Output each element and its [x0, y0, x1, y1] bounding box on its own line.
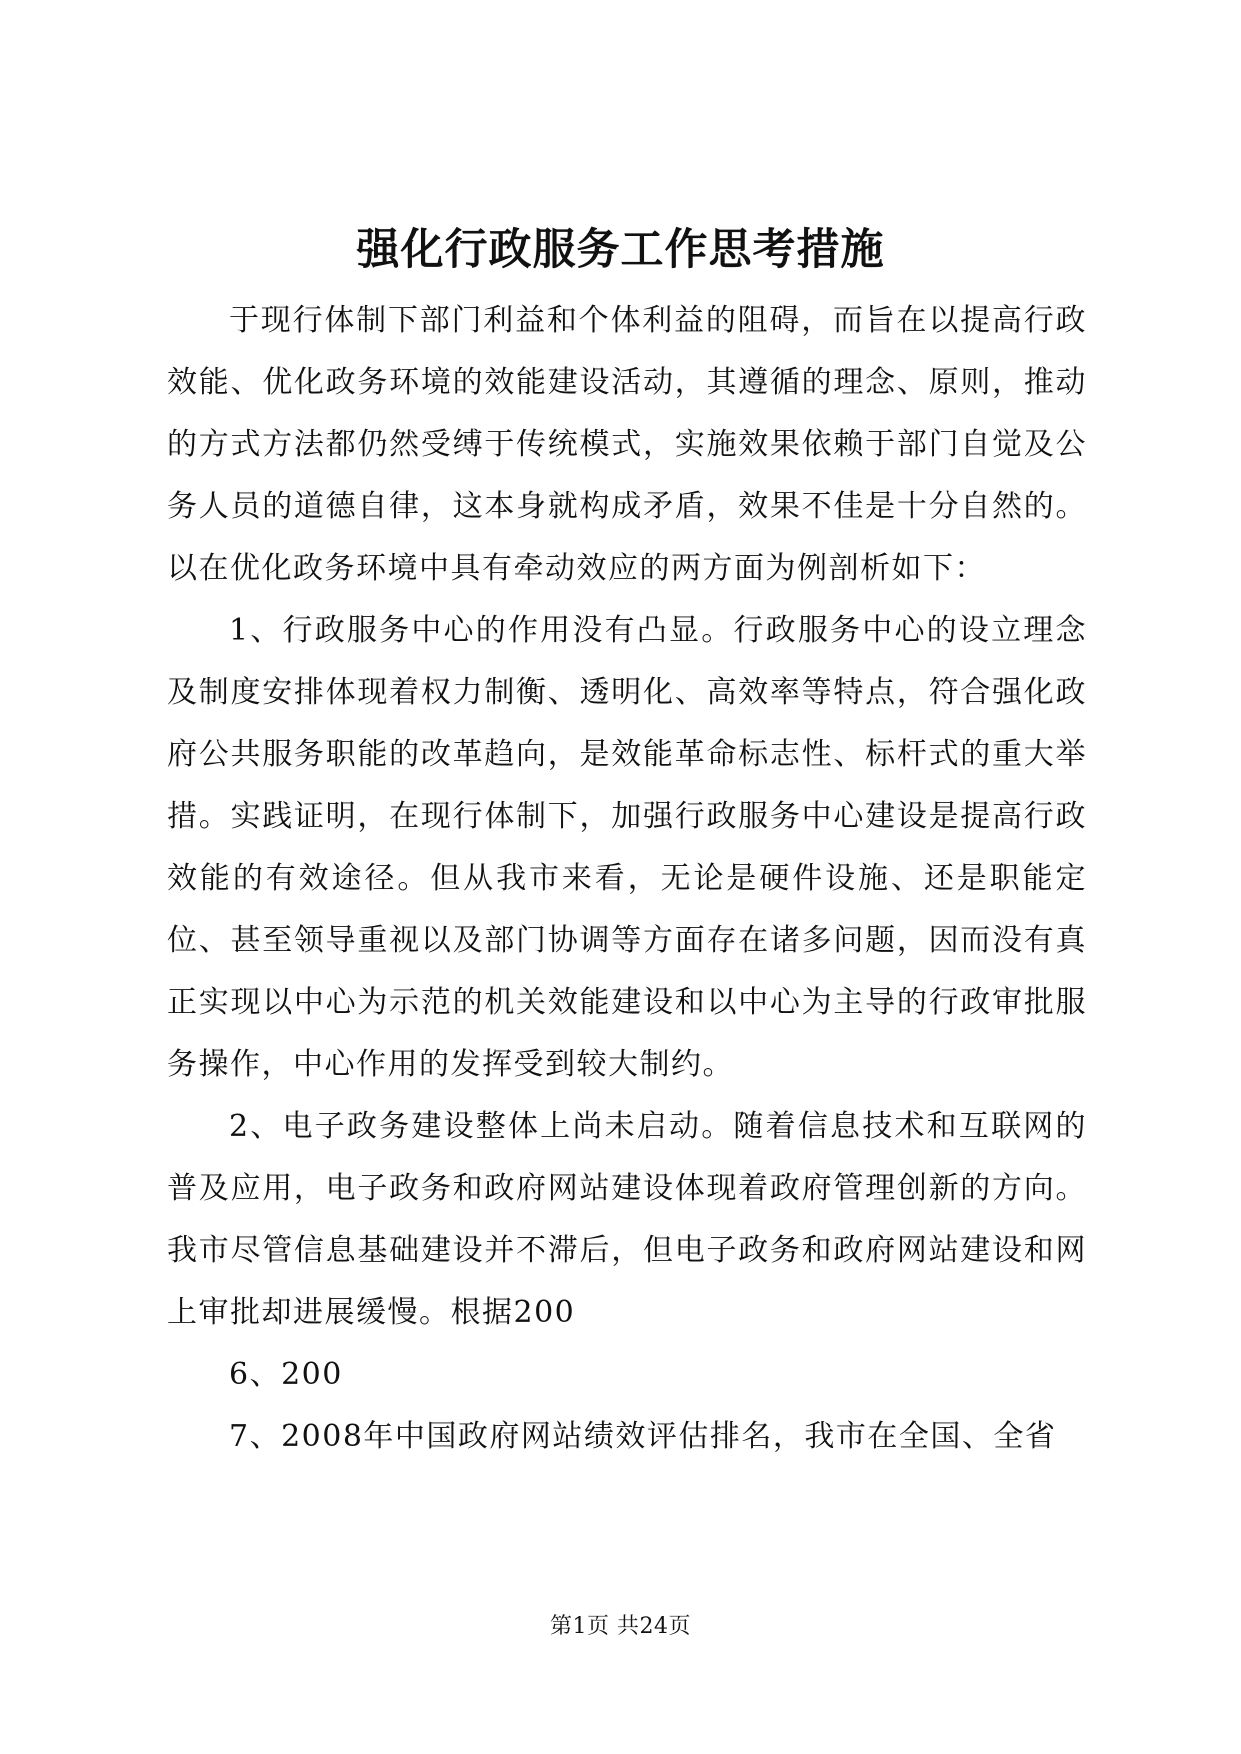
- document-body: [167, 290, 1087, 1468]
- paragraph-item-6: 6、200: [229, 1357, 343, 1392]
- paragraph-item-1: 1、行政服务中心的作用没有凸显。行政服务中心的设立理念及制度安排体现着权力制衡、透明化、高效率等特点，符合强化政府公共服务职能的改革趋向，是效能革命标志性、标杆式的重大举措。实践证明，在现行体制下，加强行政服务中心建设是提高行政效能的有效途径。但从我市来看，无论是硬件设施、还是职能定位、甚至领导重视以及部门协调等方面存在诸多问题，因而没有真正实现以中心为示范的机关效能建设和以中心为主导的行政审批服务操作，中心作用的发挥受到较大制约。: [167, 613, 1087, 1082]
- paragraph-item-7: 7、2008年中国政府网站绩效评估排名，我市在全国、全省: [229, 1419, 1057, 1454]
- paragraph-item-2: 2、电子政务建设整体上尚未启动。随着信息技术和互联网的普及应用，电子政务和政府网站建设体现着政府管理创新的方向。我市尽管信息基础建设并不滞后，但电子政务和政府网站建设和网上审批却进展缓慢。根据200: [167, 1109, 1087, 1330]
- document-title: 强化行政服务工作思考措施: [356, 225, 885, 275]
- page-number-footer: 第1页 共24页: [550, 1614, 691, 1639]
- paragraph-intro: 于现行体制下部门利益和个体利益的阻碍，而旨在以提高行政效能、优化政务环境的效能建设活动，其遵循的理念、原则，推动的方式方法都仍然受缚于传统模式，实施效果依赖于部门自觉及公务人员的道德自律，这本身就构成矛盾，效果不佳是十分自然的。以在优化政务环境中具有牵动效应的两方面为例剖析如下：: [167, 303, 1087, 586]
